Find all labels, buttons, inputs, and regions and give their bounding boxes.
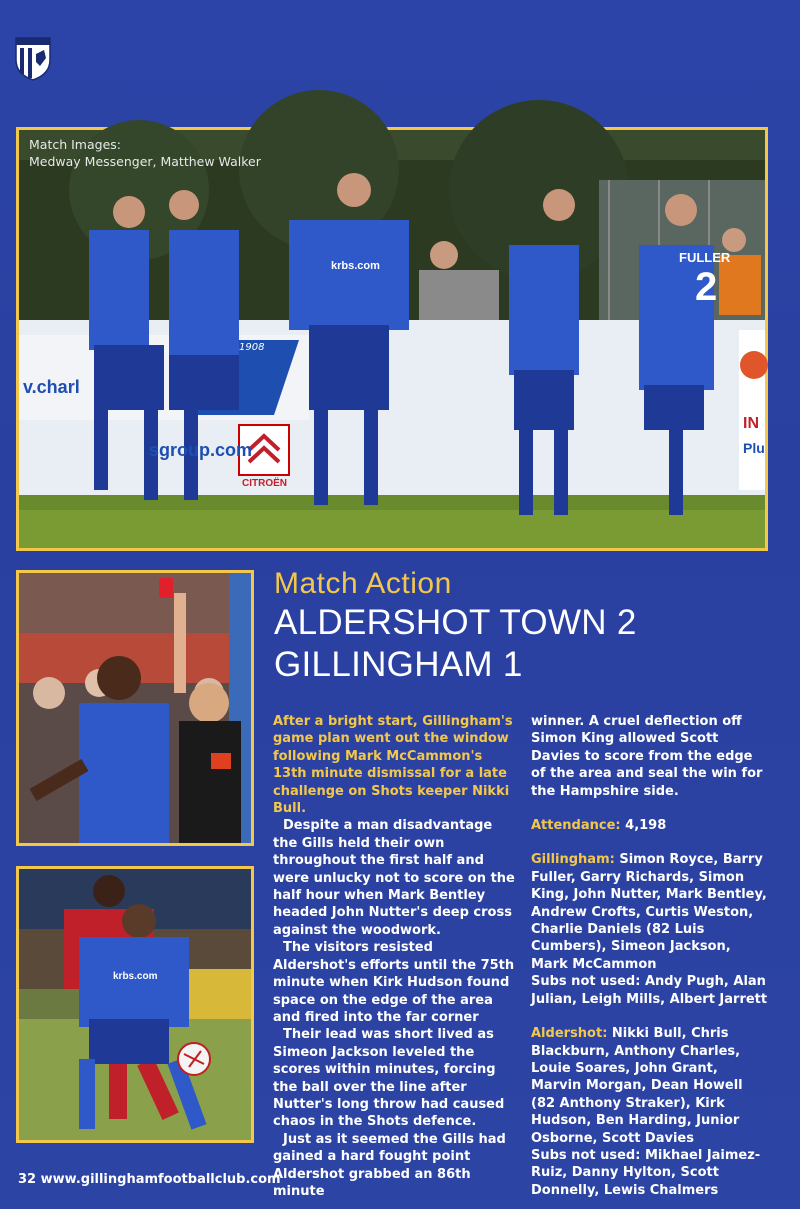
board-text-url: sgroup.com (149, 440, 253, 460)
photo-caption (29, 136, 261, 170)
page-number: 32 (18, 1172, 37, 1187)
board-text-left (23, 360, 80, 403)
article-intro: After a bright start, Gillingham's game plan went out the window following Mark McCammon's 13th minute dismissal for a late challenge on Shots keeper Nikki Bull. (273, 714, 513, 817)
action-photo-sponsor: krbs.com (113, 971, 158, 982)
shirt-sponsor-text: krbs.com (331, 260, 380, 272)
side-board-1: rb (743, 380, 757, 396)
attendance-value: 4,198 (625, 818, 667, 834)
side-board-text (743, 358, 757, 418)
aldershot-label: Aldershot: (531, 1026, 608, 1042)
club-website-link[interactable]: www.gillinghamfootballclub.com (40, 1172, 281, 1187)
article-paragraph-2: The visitors resisted Aldershot's efforts until the 75th minute when Kirk Hudson found space on the edge of the area and fired into the far corner (273, 940, 515, 1025)
aldershot-lineup (531, 1025, 771, 1147)
side-board-3: Plu (743, 440, 765, 456)
article-paragraph-4: Just as it seemed the Gills had gained a hard fought point Aldershot grabbed an 86th minute (273, 1131, 506, 1199)
gillingham-team: Simon Royce, Barry Fuller, Garry Richards, Simon King, John Nutter, Mark Bentley, Andrew Crofts, Curtis Weston, Charlie Daniels (82 Luis Cumbers), Simeon Jackson, Mark McCammon (531, 852, 767, 972)
article-paragraph-1: Despite a man disadvantage the Gills held their own throughout the first half and were unlucky not to score on the half hour when Mark Bentley headed John Nutter's deep cross against the woodwork. (273, 818, 515, 938)
aldershot-subs: Subs not used: Mikhael Jaimez-Ruiz, Danny Hylton, Scott Donnelly, Lewis Chalmers (531, 1147, 761, 1198)
gillingham-label: Gillingham: (531, 852, 615, 868)
article-headline (274, 602, 774, 686)
board-text-1: v.charl (23, 377, 80, 397)
top-match-photo (16, 127, 768, 551)
player-shirt-name: FULLER (679, 250, 731, 265)
page-footer (18, 1172, 281, 1187)
player-shirt-number: 2 (695, 265, 718, 309)
side-board-2: IN (743, 415, 759, 432)
citroen-logo-text: CITROËN (242, 478, 287, 489)
caption-line-2: Medway Messenger, Matthew Walker (29, 154, 261, 169)
red-card-photo (16, 570, 254, 846)
gillingham-subs: Subs not used: Andy Pugh, Alan Julian, Leigh Mills, Albert Jarrett (531, 974, 768, 1007)
headline-line-1: ALDERSHOT TOWN 2 (274, 603, 637, 642)
attendance (531, 817, 771, 834)
article-paragraph-4-continued: winner. A cruel deflection off Simon King allowed Scott Davies to score from the edge of the area and seal the win for the Hampshire side. (531, 714, 763, 799)
aldershot-team: Nikki Bull, Chris Blackburn, Anthony Charles, Louie Soares, John Grant, Marvin Morgan, Dean Howell (82 Anthony Straker), Kirk Hudson, Ben Harding, Junior Osborne, Scott Davies (531, 1026, 743, 1146)
headline-line-2: GILLINGHAM 1 (274, 645, 523, 684)
action-photo (16, 866, 254, 1143)
article-column-2 (531, 713, 771, 1199)
article-kicker: Match Action (274, 567, 452, 600)
caption-line-1: Match Images: (29, 137, 121, 152)
attendance-label: Attendance: (531, 818, 621, 834)
article-column-1 (273, 713, 515, 1199)
gillingham-lineup (531, 851, 771, 973)
gillingham-crest-icon (14, 36, 52, 82)
article-paragraph-3: Their lead was short lived as Simeon Jackson leveled the scores within minutes, forcing the ball over the line after Nutter's long throw had caused chaos in the Shots defence. (273, 1027, 505, 1130)
side-board-text-2 (743, 412, 765, 460)
board-year: 1908 (239, 342, 265, 353)
